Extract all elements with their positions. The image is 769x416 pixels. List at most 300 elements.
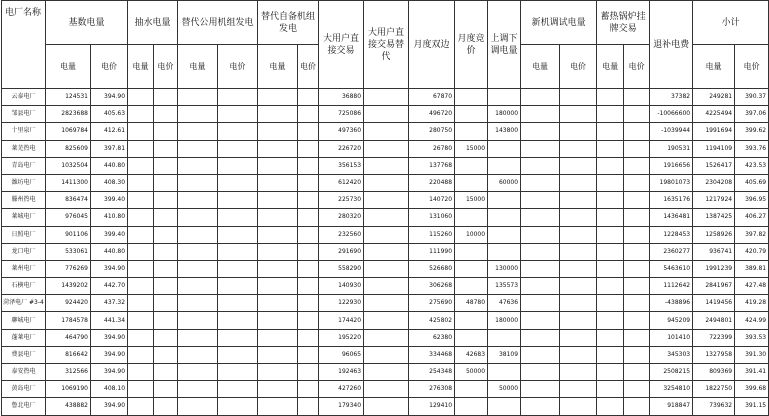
pumped-price-cell: [154, 174, 178, 191]
monthly-bilateral-cell: 115260: [409, 226, 455, 243]
pumped-price-cell: [154, 226, 178, 243]
sub-self-price-cell: [298, 398, 319, 415]
sub-self-price-cell: [298, 381, 319, 398]
header-sub-public-qty: 电量: [178, 45, 218, 89]
subtotal-price-cell: 393.53: [735, 329, 769, 346]
new-unit-qty-cell: [521, 295, 560, 312]
new-unit-price-cell: [560, 312, 597, 329]
monthly-bidding-cell: [455, 398, 488, 415]
header-up-down: 上调下调电量: [488, 1, 521, 89]
pumped-price-cell: [154, 312, 178, 329]
plant-name-cell: 十里泉厂: [2, 123, 46, 140]
new-unit-qty-cell: [521, 398, 560, 415]
subtotal-price-cell: 406.27: [735, 209, 769, 226]
sub-self-price-cell: [298, 106, 319, 123]
new-unit-price-cell: [560, 381, 597, 398]
refund-fee-cell: 1436481: [650, 209, 693, 226]
large-direct-cell: 291690: [319, 243, 364, 260]
heat-storage-price-cell: [624, 278, 650, 295]
subtotal-qty-cell: 1258926: [693, 226, 735, 243]
monthly-bidding-cell: 15000: [455, 192, 488, 209]
monthly-bidding-cell: [455, 381, 488, 398]
monthly-bilateral-cell: 425802: [409, 312, 455, 329]
subtotal-qty-cell: 1327958: [693, 346, 735, 363]
header-base-qty: 电量: [46, 45, 91, 89]
header-pumped: 抽水电量: [128, 1, 178, 45]
new-unit-qty-cell: [521, 226, 560, 243]
heat-storage-qty-cell: [597, 295, 624, 312]
table-row: [2, 157, 769, 174]
up-down-cell: 130000: [488, 260, 521, 277]
pumped-qty-cell: [128, 123, 154, 140]
up-down-cell: [488, 157, 521, 174]
base-price-cell: 394.90: [91, 329, 128, 346]
sub-self-price-cell: [298, 329, 319, 346]
refund-fee-cell: 1635176: [650, 192, 693, 209]
sub-self-qty-cell: [258, 157, 298, 174]
heat-storage-price-cell: [624, 89, 650, 106]
new-unit-qty-cell: [521, 278, 560, 295]
base-price-cell: 410.80: [91, 209, 128, 226]
large-direct-cell: 280320: [319, 209, 364, 226]
subtotal-price-cell: 423.53: [735, 157, 769, 174]
table-row: [2, 123, 769, 140]
pumped-price-cell: [154, 295, 178, 312]
monthly-bilateral-cell: 496720: [409, 106, 455, 123]
large-direct-cell: 96065: [319, 346, 364, 363]
sub-self-qty-cell: [258, 174, 298, 191]
subtotal-price-cell: 393.76: [735, 140, 769, 157]
large-direct-sub-cell: [364, 329, 409, 346]
heat-storage-price-cell: [624, 398, 650, 415]
sub-public-price-cell: [218, 260, 258, 277]
heat-storage-price-cell: [624, 381, 650, 398]
pumped-qty-cell: [128, 140, 154, 157]
base-price-cell: 394.90: [91, 346, 128, 363]
table-row: [2, 226, 769, 243]
base-price-cell: 394.90: [91, 89, 128, 106]
sub-public-qty-cell: [178, 364, 218, 381]
up-down-cell: 143800: [488, 123, 521, 140]
base-qty-cell: 124531: [46, 89, 91, 106]
new-unit-price-cell: [560, 174, 597, 191]
large-direct-sub-cell: [364, 157, 409, 174]
subtotal-qty-cell: 4225494: [693, 106, 735, 123]
refund-fee-cell: 101410: [650, 329, 693, 346]
pumped-price-cell: [154, 278, 178, 295]
monthly-bilateral-cell: 526680: [409, 260, 455, 277]
new-unit-qty-cell: [521, 329, 560, 346]
subtotal-qty-cell: 1526417: [693, 157, 735, 174]
base-qty-cell: 836474: [46, 192, 91, 209]
table-row: [2, 192, 769, 209]
base-qty-cell: 901106: [46, 226, 91, 243]
heat-storage-qty-cell: [597, 329, 624, 346]
header-base-price: 电价: [91, 45, 128, 89]
base-qty-cell: 464790: [46, 329, 91, 346]
monthly-bidding-cell: 50000: [455, 364, 488, 381]
heat-storage-price-cell: [624, 106, 650, 123]
plant-name-cell: 鲁北电厂: [2, 398, 46, 415]
monthly-bidding-cell: [455, 89, 488, 106]
large-direct-sub-cell: [364, 106, 409, 123]
large-direct-cell: 226720: [319, 140, 364, 157]
sub-self-qty-cell: [258, 209, 298, 226]
table-row: [2, 346, 769, 363]
sub-public-price-cell: [218, 381, 258, 398]
new-unit-qty-cell: [521, 312, 560, 329]
monthly-bidding-cell: [455, 243, 488, 260]
refund-fee-cell: 945209: [650, 312, 693, 329]
sub-self-qty-cell: [258, 123, 298, 140]
table-row: [2, 106, 769, 123]
new-unit-qty-cell: [521, 346, 560, 363]
new-unit-qty-cell: [521, 106, 560, 123]
pumped-price-cell: [154, 364, 178, 381]
refund-fee-cell: 190531: [650, 140, 693, 157]
monthly-bilateral-cell: 276308: [409, 381, 455, 398]
new-unit-price-cell: [560, 140, 597, 157]
pumped-qty-cell: [128, 209, 154, 226]
new-unit-price-cell: [560, 243, 597, 260]
large-direct-sub-cell: [364, 174, 409, 191]
plant-name-cell: 日照电厂: [2, 226, 46, 243]
plant-name-cell: 青岛电厂: [2, 157, 46, 174]
sub-public-qty-cell: [178, 106, 218, 123]
sub-self-qty-cell: [258, 312, 298, 329]
base-qty-cell: 533061: [46, 243, 91, 260]
refund-fee-cell: -10066600: [650, 106, 693, 123]
pumped-price-cell: [154, 140, 178, 157]
header-large-direct: 大用户直接交易: [319, 1, 364, 89]
sub-self-price-cell: [298, 140, 319, 157]
new-unit-price-cell: [560, 226, 597, 243]
sub-public-qty-cell: [178, 174, 218, 191]
heat-storage-price-cell: [624, 364, 650, 381]
monthly-bilateral-cell: 275690: [409, 295, 455, 312]
base-qty-cell: 312566: [46, 364, 91, 381]
heat-storage-qty-cell: [597, 243, 624, 260]
heat-storage-qty-cell: [597, 381, 624, 398]
pumped-price-cell: [154, 106, 178, 123]
sub-self-qty-cell: [258, 364, 298, 381]
table-row: [2, 295, 769, 312]
sub-public-qty-cell: [178, 329, 218, 346]
heat-storage-qty-cell: [597, 346, 624, 363]
new-unit-price-cell: [560, 260, 597, 277]
heat-storage-price-cell: [624, 329, 650, 346]
base-price-cell: 399.40: [91, 192, 128, 209]
plant-name-cell: 石横电厂: [2, 278, 46, 295]
base-price-cell: 412.61: [91, 123, 128, 140]
base-price-cell: 405.63: [91, 106, 128, 123]
large-direct-sub-cell: [364, 123, 409, 140]
pumped-price-cell: [154, 398, 178, 415]
sub-public-price-cell: [218, 192, 258, 209]
monthly-bilateral-cell: 220488: [409, 174, 455, 191]
subtotal-qty-cell: 1194109: [693, 140, 735, 157]
plant-name-cell: 莱城电厂: [2, 209, 46, 226]
sub-public-qty-cell: [178, 312, 218, 329]
large-direct-cell: 140930: [319, 278, 364, 295]
large-direct-cell: 195220: [319, 329, 364, 346]
header-pumped-qty: 电量: [128, 45, 154, 89]
large-direct-cell: 174420: [319, 312, 364, 329]
heat-storage-price-cell: [624, 346, 650, 363]
sub-self-price-cell: [298, 278, 319, 295]
subtotal-price-cell: 424.99: [735, 312, 769, 329]
plant-name-cell: 莱芜热电: [2, 140, 46, 157]
refund-fee-cell: 345303: [650, 346, 693, 363]
heat-storage-qty-cell: [597, 106, 624, 123]
header-subtotal: 小计: [693, 1, 769, 45]
new-unit-qty-cell: [521, 140, 560, 157]
sub-public-qty-cell: [178, 278, 218, 295]
monthly-bilateral-cell: 129410: [409, 398, 455, 415]
header-refund-fee: 退补电费: [650, 1, 693, 89]
refund-fee-cell: 1112642: [650, 278, 693, 295]
monthly-bidding-cell: [455, 174, 488, 191]
sub-self-price-cell: [298, 157, 319, 174]
new-unit-qty-cell: [521, 243, 560, 260]
base-qty-cell: 924420: [46, 295, 91, 312]
sub-public-qty-cell: [178, 243, 218, 260]
subtotal-price-cell: 405.69: [735, 174, 769, 191]
sub-self-qty-cell: [258, 140, 298, 157]
subtotal-qty-cell: 936741: [693, 243, 735, 260]
sub-public-qty-cell: [178, 140, 218, 157]
heat-storage-price-cell: [624, 123, 650, 140]
heat-storage-qty-cell: [597, 209, 624, 226]
new-unit-price-cell: [560, 398, 597, 415]
subtotal-price-cell: 391.41: [735, 364, 769, 381]
table-row: [2, 174, 769, 191]
heat-storage-qty-cell: [597, 398, 624, 415]
sub-self-qty-cell: [258, 381, 298, 398]
sub-public-price-cell: [218, 140, 258, 157]
header-heat-storage: 蓄热锅炉挂牌交易: [597, 1, 650, 45]
sub-self-price-cell: [298, 123, 319, 140]
table-row: [2, 260, 769, 277]
large-direct-sub-cell: [364, 295, 409, 312]
large-direct-sub-cell: [364, 226, 409, 243]
large-direct-cell: 356153: [319, 157, 364, 174]
sub-public-price-cell: [218, 278, 258, 295]
pumped-price-cell: [154, 243, 178, 260]
subtotal-qty-cell: 1991239: [693, 260, 735, 277]
sub-self-price-cell: [298, 209, 319, 226]
base-qty-cell: 776269: [46, 260, 91, 277]
large-direct-cell: 179340: [319, 398, 364, 415]
header-heat-storage-price: 电价: [624, 45, 650, 89]
new-unit-qty-cell: [521, 209, 560, 226]
subtotal-price-cell: 391.15: [735, 398, 769, 415]
new-unit-price-cell: [560, 278, 597, 295]
subtotal-price-cell: 396.95: [735, 192, 769, 209]
refund-fee-cell: 2508215: [650, 364, 693, 381]
pumped-qty-cell: [128, 243, 154, 260]
monthly-bidding-cell: [455, 278, 488, 295]
new-unit-qty-cell: [521, 174, 560, 191]
refund-fee-cell: 5463610: [650, 260, 693, 277]
monthly-bilateral-cell: 334468: [409, 346, 455, 363]
pumped-qty-cell: [128, 192, 154, 209]
large-direct-cell: 558290: [319, 260, 364, 277]
large-direct-cell: 612420: [319, 174, 364, 191]
table-row: [2, 312, 769, 329]
sub-public-price-cell: [218, 346, 258, 363]
new-unit-price-cell: [560, 157, 597, 174]
heat-storage-qty-cell: [597, 140, 624, 157]
heat-storage-qty-cell: [597, 260, 624, 277]
settlement-table: [1, 0, 769, 416]
sub-public-qty-cell: [178, 192, 218, 209]
base-price-cell: 437.32: [91, 295, 128, 312]
up-down-cell: 38109: [488, 346, 521, 363]
header-new-unit-qty: 电量: [521, 45, 560, 89]
monthly-bidding-cell: 15000: [455, 140, 488, 157]
large-direct-cell: 232560: [319, 226, 364, 243]
refund-fee-cell: 3254810: [650, 381, 693, 398]
table-body: [2, 89, 769, 416]
sub-self-qty-cell: [258, 329, 298, 346]
monthly-bidding-cell: 42683: [455, 346, 488, 363]
monthly-bidding-cell: 48780: [455, 295, 488, 312]
sub-public-qty-cell: [178, 398, 218, 415]
new-unit-price-cell: [560, 364, 597, 381]
up-down-cell: 50000: [488, 381, 521, 398]
heat-storage-qty-cell: [597, 123, 624, 140]
large-direct-sub-cell: [364, 140, 409, 157]
new-unit-price-cell: [560, 89, 597, 106]
heat-storage-qty-cell: [597, 312, 624, 329]
pumped-qty-cell: [128, 312, 154, 329]
subtotal-qty-cell: 1217924: [693, 192, 735, 209]
heat-storage-price-cell: [624, 260, 650, 277]
monthly-bidding-cell: [455, 209, 488, 226]
plant-name-cell: 黄岛电厂: [2, 381, 46, 398]
heat-storage-qty-cell: [597, 278, 624, 295]
table-row: [2, 89, 769, 106]
sub-self-qty-cell: [258, 260, 298, 277]
heat-storage-price-cell: [624, 192, 650, 209]
plant-name-cell: 蓬莱电厂: [2, 329, 46, 346]
base-qty-cell: 1069784: [46, 123, 91, 140]
heat-storage-price-cell: [624, 243, 650, 260]
heat-storage-qty-cell: [597, 192, 624, 209]
large-direct-cell: 192463: [319, 364, 364, 381]
refund-fee-cell: 1916656: [650, 157, 693, 174]
large-direct-sub-cell: [364, 381, 409, 398]
sub-self-qty-cell: [258, 89, 298, 106]
sub-self-qty-cell: [258, 278, 298, 295]
sub-self-price-cell: [298, 312, 319, 329]
header-sub-public: 替代公用机组发电: [178, 1, 258, 45]
up-down-cell: [488, 243, 521, 260]
large-direct-cell: 427260: [319, 381, 364, 398]
header-sub-public-price: 电价: [218, 45, 258, 89]
sub-self-qty-cell: [258, 106, 298, 123]
sub-public-price-cell: [218, 329, 258, 346]
subtotal-price-cell: 391.30: [735, 346, 769, 363]
sub-public-qty-cell: [178, 89, 218, 106]
up-down-cell: 180000: [488, 312, 521, 329]
sub-public-price-cell: [218, 174, 258, 191]
up-down-cell: 135573: [488, 278, 521, 295]
base-price-cell: 440.80: [91, 243, 128, 260]
subtotal-qty-cell: 2494801: [693, 312, 735, 329]
pumped-qty-cell: [128, 89, 154, 106]
pumped-qty-cell: [128, 157, 154, 174]
heat-storage-price-cell: [624, 140, 650, 157]
sub-self-price-cell: [298, 89, 319, 106]
new-unit-qty-cell: [521, 123, 560, 140]
sub-public-price-cell: [218, 295, 258, 312]
base-price-cell: 441.34: [91, 312, 128, 329]
monthly-bilateral-cell: 306268: [409, 278, 455, 295]
monthly-bilateral-cell: 111990: [409, 243, 455, 260]
table-row: [2, 398, 769, 415]
subtotal-price-cell: 399.62: [735, 123, 769, 140]
up-down-cell: 47636: [488, 295, 521, 312]
monthly-bilateral-cell: 137768: [409, 157, 455, 174]
large-direct-sub-cell: [364, 278, 409, 295]
up-down-cell: 180000: [488, 106, 521, 123]
monthly-bilateral-cell: 140720: [409, 192, 455, 209]
base-price-cell: 394.90: [91, 398, 128, 415]
header-heat-storage-qty: 电量: [597, 45, 624, 89]
sub-self-qty-cell: [258, 226, 298, 243]
header-new-unit-price: 电价: [560, 45, 597, 89]
monthly-bidding-cell: [455, 123, 488, 140]
refund-fee-cell: -438896: [650, 295, 693, 312]
subtotal-price-cell: 390.37: [735, 89, 769, 106]
sub-public-price-cell: [218, 106, 258, 123]
monthly-bilateral-cell: 67870: [409, 89, 455, 106]
monthly-bilateral-cell: 131060: [409, 209, 455, 226]
sub-public-price-cell: [218, 243, 258, 260]
monthly-bidding-cell: [455, 106, 488, 123]
new-unit-qty-cell: [521, 364, 560, 381]
base-price-cell: 394.90: [91, 364, 128, 381]
heat-storage-qty-cell: [597, 364, 624, 381]
monthly-bilateral-cell: 254348: [409, 364, 455, 381]
pumped-price-cell: [154, 381, 178, 398]
base-price-cell: 397.81: [91, 140, 128, 157]
header-plant-name: 电厂名称: [2, 1, 46, 89]
subtotal-price-cell: 399.68: [735, 381, 769, 398]
large-direct-cell: 497360: [319, 123, 364, 140]
sub-public-price-cell: [218, 209, 258, 226]
plant-name-cell: 聊城电厂: [2, 312, 46, 329]
pumped-qty-cell: [128, 174, 154, 191]
subtotal-qty-cell: 739632: [693, 398, 735, 415]
heat-storage-price-cell: [624, 312, 650, 329]
large-direct-cell: 225730: [319, 192, 364, 209]
heat-storage-qty-cell: [597, 226, 624, 243]
large-direct-sub-cell: [364, 312, 409, 329]
plant-name-cell: 邹县电厂: [2, 106, 46, 123]
heat-storage-price-cell: [624, 174, 650, 191]
subtotal-qty-cell: 1991694: [693, 123, 735, 140]
pumped-price-cell: [154, 209, 178, 226]
sub-public-qty-cell: [178, 209, 218, 226]
plant-name-cell: 滕州热电: [2, 192, 46, 209]
heat-storage-qty-cell: [597, 174, 624, 191]
sub-self-price-cell: [298, 226, 319, 243]
table-row: [2, 209, 769, 226]
refund-fee-cell: 19801073: [650, 174, 693, 191]
